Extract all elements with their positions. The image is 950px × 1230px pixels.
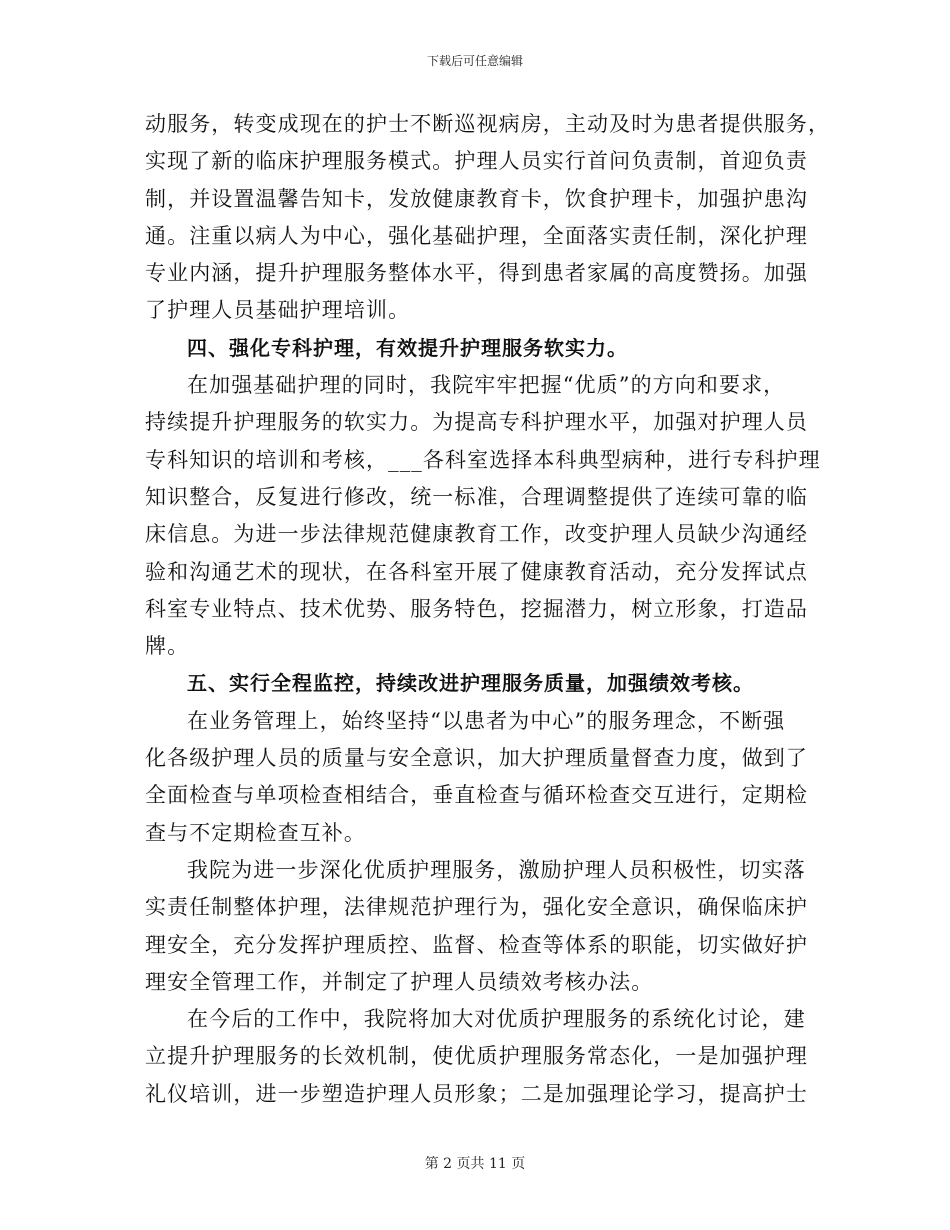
text-line: 在业务管理上，始终坚持“以患者为中心”的服务理念，不断强 (187, 708, 786, 733)
section-heading: 四、强化专科护理，有效提升护理服务软实力。 (187, 335, 628, 360)
section-heading: 五、实行全程监控，持续改进护理服务质量，加强绩效考核。 (187, 671, 754, 696)
text-line: 牌。 (145, 634, 190, 659)
text-line: 查与不定期检查互补。 (145, 820, 366, 845)
text-line: 理安全管理工作，并制定了护理人员绩效考核办法。 (145, 969, 654, 994)
text-line: 化各级护理人员的质量与安全意识，加大护理质量督查力度，做到了 (145, 746, 808, 771)
text-line: 我院为进一步深化优质护理服务，激励护理人员积极性，切实落 (187, 857, 806, 882)
text-line: 实责任制整体护理，法律规范护理行为，强化安全意识，确保临床护 (145, 895, 808, 920)
text-line: 在今后的工作中，我院将加大对优质护理服务的系统化讨论，建 (187, 1007, 806, 1032)
text-line: 动服务，转变成现在的护士不断巡视病房，主动及时为患者提供服务， (145, 112, 831, 136)
text-line: 立提升护理服务的长效机制，使优质护理服务常态化，一是加强护理 (145, 1044, 808, 1069)
text-line: 制，并设置温馨告知卡，发放健康教育卡，饮食护理卡，加强护患沟 (145, 186, 808, 211)
text-line: 持续提升护理服务的软实力。为提高专科护理水平，加强对护理人员 (145, 410, 808, 435)
text-line: 床信息。为进一步法律规范健康教育工作，改变护理人员缺少沟通经 (145, 522, 808, 547)
text-line: 专科知识的培训和考核，___各科室选择本科典型病种，进行专科护理 (145, 447, 821, 472)
text-line: 知识整合，反复进行修改，统一标准，合理调整提供了连续可靠的临 (145, 484, 808, 509)
text-line: 通。注重以病人为中心，强化基础护理，全面落实责任制，深化护理 (145, 223, 808, 248)
text-line: 理安全，充分发挥护理质控、监督、检查等体系的职能，切实做好护 (145, 932, 808, 957)
page-footer: 第 2 页共 11 页 (424, 1156, 526, 1172)
text-line: 专业内涵，提升护理服务整体水平，得到患者家属的高度赞扬。加强 (145, 261, 808, 286)
text-line: 在加强基础护理的同时，我院牢牢把握“优质”的方向和要求， (187, 373, 786, 398)
text-line: 实现了新的临床护理服务模式。护理人员实行首问负责制，首迎负责 (145, 149, 808, 174)
text-line: 科室专业特点、技术优势、服务特色，挖掘潜力，树立形象，打造品 (145, 596, 808, 621)
text-line: 全面检查与单项检查相结合，垂直检查与循环检查交互进行，定期检 (145, 783, 808, 808)
text-line: 了护理人员基础护理培训。 (145, 298, 411, 323)
document-body (145, 106, 831, 1113)
page-header: 下载后可任意编辑 (426, 54, 523, 68)
text-line: 验和沟通艺术的现状，在各科室开展了健康教育活动，充分发挥试点 (145, 559, 808, 584)
text-line: 礼仪培训，进一步塑造护理人员形象；二是加强理论学习，提高护士 (145, 1081, 808, 1106)
